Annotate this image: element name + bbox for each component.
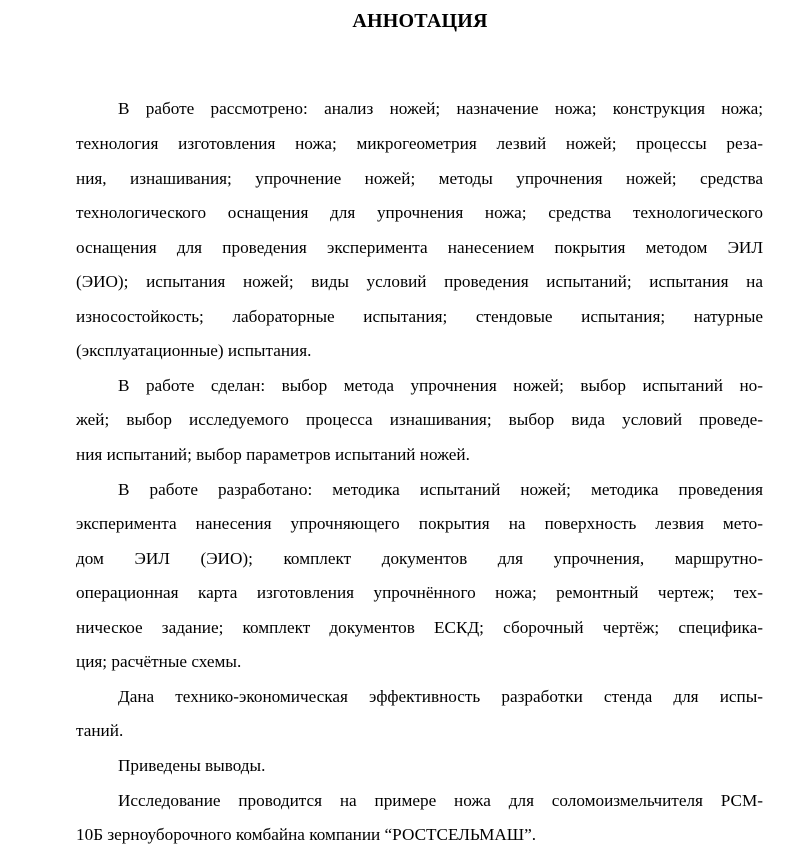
- paragraph-4-line-1: Дана технико-экономическая эффективность разработки стенда для испы-: [118, 687, 763, 706]
- paragraph-3-line-5: ническое задание; комплект документов ЕСКД; сборочный чертёж; специфика-: [76, 618, 763, 637]
- paragraph-1-line-8: (эксплуатационные) испытания.: [76, 341, 312, 360]
- paragraph-5-line-1: Приведены выводы.: [118, 756, 266, 775]
- paragraph-1-line-7: износостойкость; лабораторные испытания; стендовые испытания; натурные: [76, 307, 763, 326]
- page-title: АННОТАЦИЯ: [352, 10, 488, 32]
- paragraph-1-line-5: оснащения для проведения эксперимента нанесением покрытия методом ЭИЛ: [76, 238, 763, 257]
- paragraph-2-line-2: жей; выбор исследуемого процесса изнашивания; выбор вида условий проведе-: [76, 410, 763, 429]
- paragraph-3-line-1: В работе разработано: методика испытаний ножей; методика проведения: [118, 480, 763, 499]
- paragraph-1-line-4: технологического оснащения для упрочнения ножа; средства технологического: [76, 203, 763, 222]
- paragraph-2-line-3: ния испытаний; выбор параметров испытаний ножей.: [76, 445, 470, 464]
- paragraph-6-line-1: Исследование проводится на примере ножа для соломоизмельчителя РСМ-: [118, 791, 763, 810]
- paragraph-3-line-6: ция; расчётные схемы.: [76, 652, 242, 671]
- paragraph-3-line-2: эксперимента нанесения упрочняющего покрытия на поверхность лезвия мето-: [76, 514, 763, 533]
- paragraph-1-line-2: технология изготовления ножа; микрогеометрия лезвий ножей; процессы реза-: [76, 134, 763, 153]
- paragraph-1-line-6: (ЭИО); испытания ножей; виды условий проведения испытаний; испытания на: [76, 272, 763, 291]
- paragraph-3-line-3: дом ЭИЛ (ЭИО); комплект документов для упрочнения, маршрутно-: [76, 549, 763, 568]
- paragraph-2-line-1: В работе сделан: выбор метода упрочнения ножей; выбор испытаний но-: [118, 376, 763, 395]
- paragraph-1-line-1: В работе рассмотрено: анализ ножей; назначение ножа; конструкция ножа;: [118, 99, 763, 118]
- paragraph-4-line-2: таний.: [76, 721, 124, 740]
- paragraph-6-line-2: 10Б зерноуборочного комбайна компании “РОСТСЕЛЬМАШ”.: [76, 825, 537, 844]
- paragraph-3-line-4: операционная карта изготовления упрочнённого ножа; ремонтный чертеж; тех-: [76, 583, 763, 602]
- paragraph-1-line-3: ния, изнашивания; упрочнение ножей; методы упрочнения ножей; средства: [76, 169, 763, 188]
